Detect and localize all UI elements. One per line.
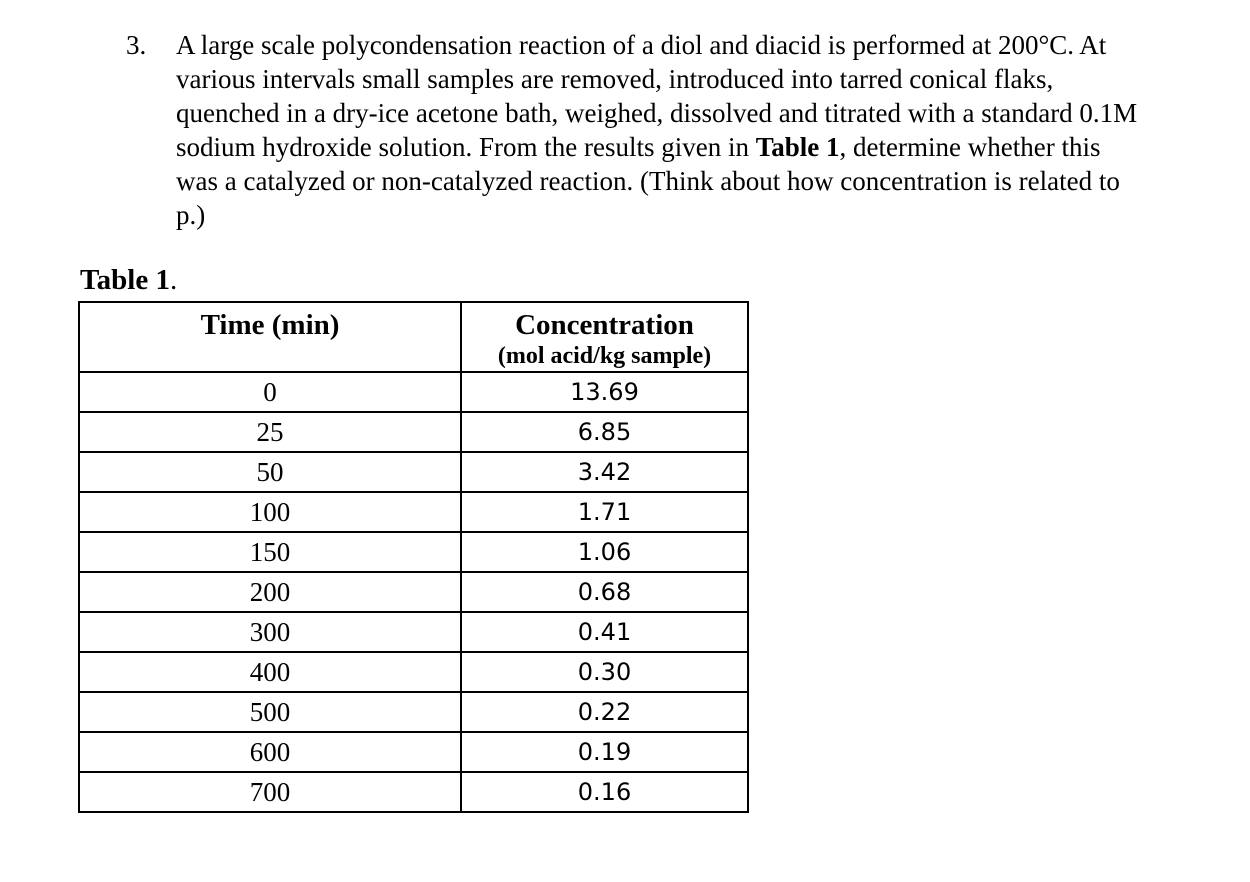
table-row bbox=[79, 732, 748, 772]
question-line: A large scale polycondensation reaction of a diol and diacid is performed at 200°C. At bbox=[176, 30, 1107, 60]
table-header-row bbox=[79, 302, 748, 372]
concentration-header bbox=[461, 302, 748, 372]
time-cell: 400 bbox=[79, 652, 461, 692]
table-row bbox=[79, 412, 748, 452]
table-row bbox=[79, 772, 748, 812]
concentration-cell: 0.19 bbox=[461, 732, 748, 772]
concentration-cell: 0.68 bbox=[461, 572, 748, 612]
concentration-cell: 0.22 bbox=[461, 692, 748, 732]
data-table bbox=[78, 301, 749, 813]
question-line: quenched in a dry-ice acetone bath, weighed, dissolved and titrated with a standard 0.1M bbox=[176, 98, 1138, 128]
table-row bbox=[79, 452, 748, 492]
time-header bbox=[79, 302, 461, 372]
question-line-end: , determine whether this bbox=[839, 132, 1101, 162]
table-caption bbox=[80, 264, 177, 297]
question-line: was a catalyzed or non-catalyzed reaction. (Think about how concentration is related to bbox=[176, 166, 1120, 196]
table-row bbox=[79, 372, 748, 412]
time-header-label: Time (min) bbox=[200, 309, 340, 341]
question-line-with-reference bbox=[176, 130, 1246, 164]
time-cell: 150 bbox=[79, 532, 461, 572]
table-row bbox=[79, 572, 748, 612]
table-row bbox=[79, 612, 748, 652]
question-line: various intervals small samples are removed, introduced into tarred conical flaks, bbox=[176, 64, 1054, 94]
time-cell: 200 bbox=[79, 572, 461, 612]
time-cell: 300 bbox=[79, 612, 461, 652]
time-cell: 600 bbox=[79, 732, 461, 772]
time-cell: 500 bbox=[79, 692, 461, 732]
question-line: p.) bbox=[176, 200, 206, 230]
question-number: 3. bbox=[126, 30, 147, 60]
concentration-cell: 13.69 bbox=[461, 372, 748, 412]
time-cell: 0 bbox=[79, 372, 461, 412]
table-row bbox=[79, 692, 748, 732]
question-line-start: sodium hydroxide solution. From the results given in bbox=[176, 132, 756, 162]
concentration-cell: 1.71 bbox=[461, 492, 748, 532]
concentration-cell: 6.85 bbox=[461, 412, 748, 452]
concentration-cell: 3.42 bbox=[461, 452, 748, 492]
table-caption-label: Table 1 bbox=[80, 264, 170, 296]
table-reference: Table 1 bbox=[755, 132, 840, 162]
time-cell: 25 bbox=[79, 412, 461, 452]
time-cell: 100 bbox=[79, 492, 461, 532]
time-cell: 50 bbox=[79, 452, 461, 492]
time-cell: 700 bbox=[79, 772, 461, 812]
concentration-cell: 0.16 bbox=[461, 772, 748, 812]
concentration-units-label: (mol acid/kg sample) bbox=[497, 343, 712, 369]
concentration-header-label: Concentration bbox=[515, 309, 694, 341]
table-caption-punct: . bbox=[170, 264, 178, 296]
concentration-cell: 1.06 bbox=[461, 532, 748, 572]
question-text bbox=[176, 28, 1246, 232]
table-row bbox=[79, 532, 748, 572]
table-row bbox=[79, 492, 748, 532]
concentration-cell: 0.41 bbox=[461, 612, 748, 652]
table-row bbox=[79, 652, 748, 692]
concentration-cell: 0.30 bbox=[461, 652, 748, 692]
